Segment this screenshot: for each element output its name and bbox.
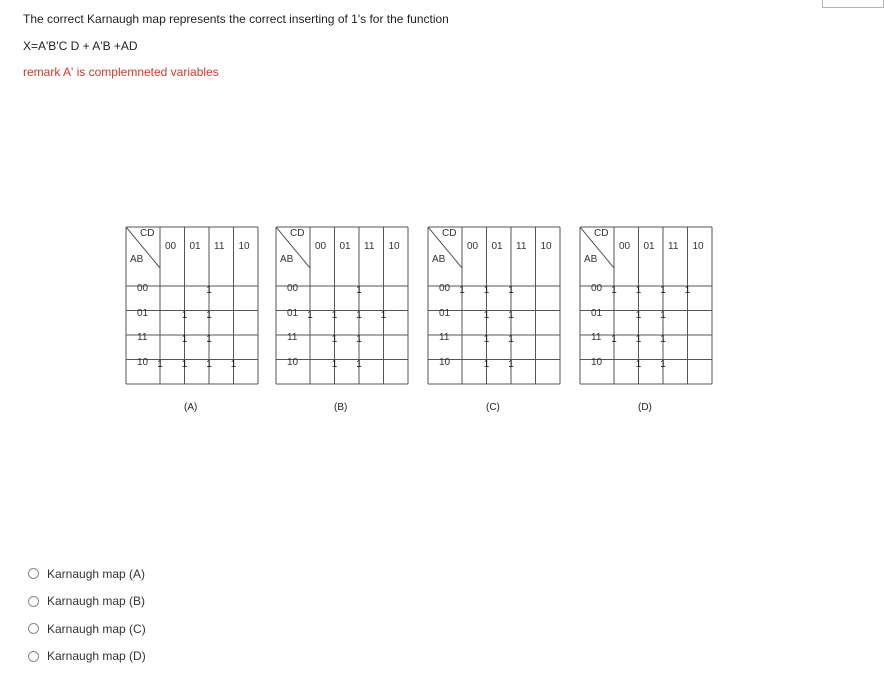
kmap-cell <box>450 356 474 380</box>
kmap-cell: 1 <box>206 358 212 370</box>
kmap-cell <box>323 282 347 306</box>
kmap-cell <box>222 307 246 331</box>
kmap-caption: (B) <box>334 402 348 413</box>
row-label: 11 <box>137 332 148 343</box>
kmap-cell: 1 <box>660 334 666 345</box>
top-right-box <box>822 0 884 8</box>
kmap-cell: 1 <box>660 285 666 296</box>
kmap-cell <box>372 282 396 306</box>
row-variable: AB <box>584 254 598 265</box>
kmap-cell <box>602 356 626 380</box>
col-label: 10 <box>238 241 250 252</box>
col-variable: CD <box>594 228 609 239</box>
kmap-cell: 1 <box>206 309 212 321</box>
kmap-cell <box>222 331 246 355</box>
kmap-caption: (A) <box>184 402 198 413</box>
col-label: 00 <box>467 241 479 252</box>
kmap-cell <box>298 331 322 355</box>
col-label: 10 <box>388 241 400 252</box>
kmap-cell <box>450 331 474 355</box>
kmap-cell: 1 <box>181 309 188 321</box>
kmap-cell <box>524 331 548 355</box>
row-label: 10 <box>137 356 149 368</box>
kmap-cell: 1 <box>356 285 362 296</box>
row-variable: AB <box>432 254 446 265</box>
kmap-cell: 1 <box>331 358 338 370</box>
kmap-cell: 1 <box>331 334 338 345</box>
kmap-cell <box>676 331 700 355</box>
kmap-cell: 1 <box>356 309 362 321</box>
option-label: Karnaugh map (B) <box>47 594 146 609</box>
kmap-cell <box>450 307 474 331</box>
kmap-cell: 1 <box>356 358 362 370</box>
kmap-cell: 1 <box>508 285 514 296</box>
answer-options <box>28 560 146 670</box>
option-label: Karnaugh map (D) <box>47 649 146 664</box>
kmap-cell <box>173 282 197 306</box>
kmap-cell <box>676 307 700 331</box>
kmap-cell: 1 <box>206 285 212 296</box>
row-label: 01 <box>137 307 149 319</box>
radio-button[interactable] <box>28 623 39 634</box>
row-label: 11 <box>439 332 450 343</box>
col-label: 01 <box>189 241 201 252</box>
col-label: 00 <box>315 241 327 252</box>
kmap-cell <box>372 356 396 380</box>
option-d[interactable] <box>28 643 146 671</box>
col-label: 00 <box>619 241 631 252</box>
row-label: 11 <box>287 332 298 343</box>
row-variable: AB <box>130 254 144 265</box>
option-label: Karnaugh map (C) <box>47 621 146 636</box>
kmap-cell: 1 <box>508 334 514 345</box>
kmap-cell: 1 <box>331 309 338 321</box>
row-label: 00 <box>439 283 451 294</box>
kmap-cell <box>524 356 548 380</box>
radio-button[interactable] <box>28 651 39 662</box>
col-label: 11 <box>364 241 375 252</box>
kmap-cell: 1 <box>611 334 617 345</box>
kmap-cell <box>222 282 246 306</box>
kmap-cell <box>148 307 172 331</box>
row-variable: AB <box>280 254 294 265</box>
row-label: 00 <box>137 283 149 294</box>
kmap-cell <box>298 356 322 380</box>
col-variable: CD <box>290 228 305 239</box>
kmap-a <box>122 226 282 413</box>
kmap-cell: 1 <box>508 358 514 370</box>
question-prompt: The correct Karnaugh map represents the correct inserting of 1's for the function <box>23 12 449 26</box>
kmap-cell <box>372 331 396 355</box>
kmap-cell: 1 <box>508 309 514 321</box>
row-label: 10 <box>439 356 451 368</box>
kmap-b <box>272 226 432 413</box>
col-label: 10 <box>692 241 704 252</box>
kmap-cell <box>148 282 172 306</box>
col-label: 11 <box>668 241 679 252</box>
kmap-cell: 1 <box>483 358 490 370</box>
radio-button[interactable] <box>28 568 39 579</box>
col-label: 11 <box>214 241 225 252</box>
row-label: 00 <box>591 283 603 294</box>
kmap-cell: 1 <box>635 285 642 296</box>
kmap-cell: 1 <box>483 334 490 345</box>
kmap-cell: 1 <box>635 334 642 345</box>
row-label: 00 <box>287 283 299 294</box>
kmap-caption: (C) <box>486 402 500 413</box>
option-label: Karnaugh map (A) <box>47 566 146 581</box>
kmap-cell: 1 <box>660 358 666 370</box>
kmap-cell <box>676 356 700 380</box>
kmap-cell <box>602 307 626 331</box>
option-a[interactable] <box>28 560 146 588</box>
kmap-cell: 1 <box>611 285 617 296</box>
col-label: 01 <box>339 241 351 252</box>
kmap-cell: 1 <box>483 309 490 321</box>
kmap-cell: 1 <box>356 334 362 345</box>
kmap-cell <box>524 307 548 331</box>
question-remark: remark A' is complemneted variables <box>23 65 219 79</box>
kmap-cell: 1 <box>181 334 188 345</box>
col-variable: CD <box>140 228 155 239</box>
question-function: X=A'B'C D + A'B +AD <box>23 39 138 53</box>
col-label: 10 <box>540 241 552 252</box>
col-label: 01 <box>491 241 503 252</box>
col-label: 01 <box>643 241 655 252</box>
kmap-cell: 1 <box>684 285 691 296</box>
kmap-cell: 1 <box>206 334 212 345</box>
kmap-cell: 1 <box>307 309 313 321</box>
kmap-cell: 1 <box>635 358 642 370</box>
kmap-cell: 1 <box>380 309 387 321</box>
kmap-cell <box>148 331 172 355</box>
row-label: 01 <box>591 307 603 319</box>
row-label: 10 <box>287 356 299 368</box>
kmap-cell <box>298 282 322 306</box>
row-label: 11 <box>591 332 602 343</box>
kmap-cell: 1 <box>483 285 490 296</box>
option-c[interactable] <box>28 615 146 643</box>
option-b[interactable] <box>28 588 146 616</box>
kmap-cell: 1 <box>635 309 642 321</box>
kmap-cell <box>524 282 548 306</box>
kmap-caption: (D) <box>638 402 652 413</box>
radio-button[interactable] <box>28 596 39 607</box>
col-variable: CD <box>442 228 457 239</box>
kmap-cell: 1 <box>459 285 465 296</box>
kmap-cell: 1 <box>660 309 666 321</box>
kmap-cell: 1 <box>157 358 163 370</box>
kmap-d <box>576 226 736 413</box>
kmap-cell: 1 <box>230 358 237 370</box>
kmap-c <box>424 226 584 413</box>
col-label: 11 <box>516 241 527 252</box>
row-label: 01 <box>439 307 451 319</box>
kmap-cell: 1 <box>181 358 188 370</box>
row-label: 10 <box>591 356 603 368</box>
col-label: 00 <box>165 241 177 252</box>
row-label: 01 <box>287 307 299 319</box>
